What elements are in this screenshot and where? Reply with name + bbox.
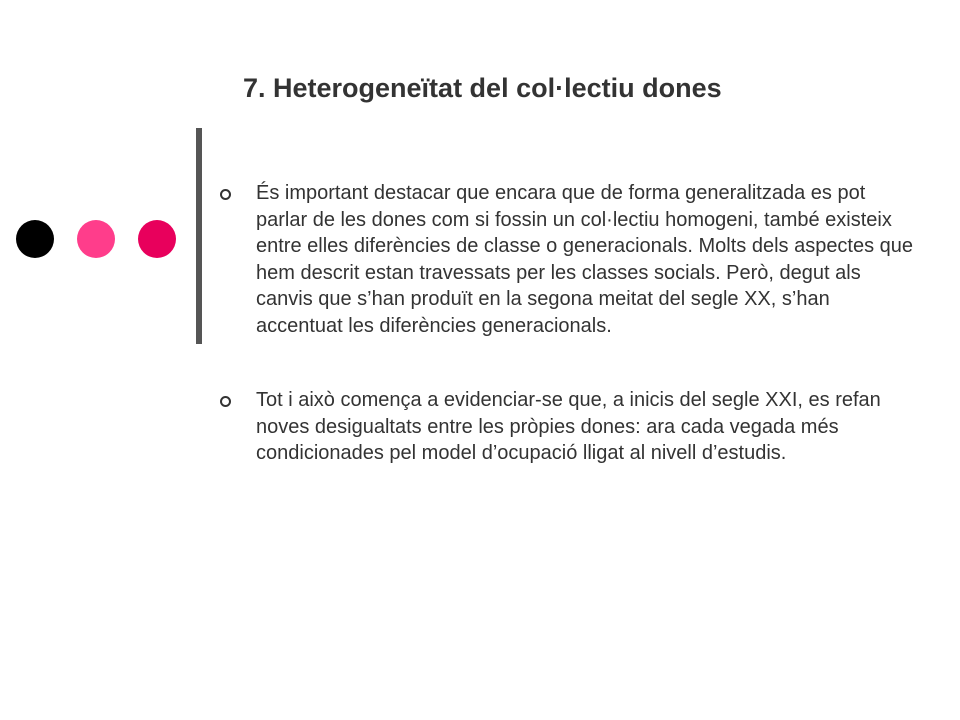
decorative-dot-magenta [138,220,176,258]
bullet-item [216,180,916,339]
slide-title: 7. Heterogeneïtat del col·lectiu dones [243,73,722,103]
bullet-text: Tot i això comença a evidenciar-se que, a inicis del segle XXI, es refan noves desigualtats entre les pròpies dones: ara cada vegada més condicionades pel model d’ocupació lligat al nivell d’estudis. [256,389,881,464]
vertical-divider-bar [196,128,202,344]
decorative-dot-black [16,220,54,258]
bullet-item [216,387,916,467]
circle-bullet-icon [220,189,231,200]
bullet-list [216,180,916,467]
circle-bullet-icon [220,396,231,407]
bullet-text: És important destacar que encara que de forma generalitzada es pot parlar de les dones com si fossin un col·lectiu homogeni, també existeix entre elles diferències de classe o generacionals. Molts dels aspectes que hem descrit estan travessats per les classes socials. Però, degut als canvis que s’han produït en la segona meitat del segle XX, s’han accentuat les diferències generacionals. [256,182,914,337]
decorative-dot-pink [77,220,115,258]
